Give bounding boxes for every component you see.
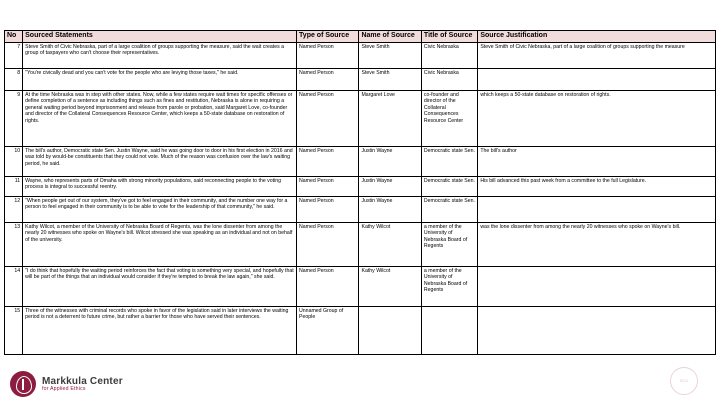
row-source-justification xyxy=(478,68,716,90)
row-title-of-source xyxy=(421,306,477,354)
row-number: 9 xyxy=(5,90,23,146)
table-row xyxy=(5,90,716,146)
row-title-of-source: Civic Nebraska xyxy=(421,42,477,68)
table-row xyxy=(5,42,716,68)
row-name-of-source: Steve Smith xyxy=(359,42,421,68)
table-body xyxy=(5,42,716,354)
row-source-justification: was the lone dissenter from among the nearly 20 witnesses who spoke on Wayne's bill. xyxy=(478,222,716,266)
logo-tagline: for Applied Ethics xyxy=(42,385,86,392)
row-name-of-source: Justin Wayne xyxy=(359,196,421,222)
row-statement: "When people get out of our system, they've got to feel engaged in their community, and the number one way for a person to feel engaged in their community is to be able to vote for the leadership of that community," he said. xyxy=(23,196,297,222)
row-source-justification xyxy=(478,196,716,222)
table-row xyxy=(5,146,716,176)
markkula-logo xyxy=(10,371,123,397)
row-name-of-source: Justin Wayne xyxy=(359,146,421,176)
row-title-of-source: Democratic state Sen. xyxy=(421,146,477,176)
row-title-of-source: Civic Nebraska xyxy=(421,68,477,90)
row-source-justification: which keeps a 50-state database on restoration of rights. xyxy=(478,90,716,146)
table-row xyxy=(5,176,716,196)
row-number: 8 xyxy=(5,68,23,90)
row-source-justification: Steve Smith of Civic Nebraska, part of a large coalition of groups supporting the measure xyxy=(478,42,716,68)
row-number: 7 xyxy=(5,42,23,68)
sourced-statements-table xyxy=(4,30,716,355)
row-statement: Kathy Wilcot, a member of the University of Nebraska Board of Regents, was the lone dissenter from among the nearly 20 witnesses who spoke on Wayne's bill. Wilcot stressed she was speaking as an individual and not on behalf of the university. xyxy=(23,222,297,266)
row-type-of-source: Named Person xyxy=(297,266,359,306)
row-title-of-source: Democratic state Sen. xyxy=(421,196,477,222)
row-name-of-source: Steve Smith xyxy=(359,68,421,90)
row-number: 15 xyxy=(5,306,23,354)
row-title-of-source: a member of the University of Nebraska Board of Regents xyxy=(421,222,477,266)
row-type-of-source: Named Person xyxy=(297,176,359,196)
table-header xyxy=(5,31,716,43)
row-number: 14 xyxy=(5,266,23,306)
table-row xyxy=(5,266,716,306)
row-number: 10 xyxy=(5,146,23,176)
logo-name: Markkula Center xyxy=(42,375,123,387)
row-type-of-source: Named Person xyxy=(297,146,359,176)
row-number: 11 xyxy=(5,176,23,196)
column-header-source-justification: Source Justification xyxy=(478,31,716,43)
column-header-title-of-source: Title of Source xyxy=(421,31,477,43)
table-header-row xyxy=(5,31,716,43)
table-row xyxy=(5,196,716,222)
row-statement: Three of the witnesses with criminal records who spoke in favor of the legislation said in later interviews the waiting period is not a deterrent to future crime, but rather a barrier for those who have served their sentences. xyxy=(23,306,297,354)
row-statement: Steve Smith of Civic Nebraska, part of a large coalition of groups supporting the measure, said the wait creates a group of taxpayers who can't choose their representatives. xyxy=(23,42,297,68)
row-name-of-source: Justin Wayne xyxy=(359,176,421,196)
row-source-justification xyxy=(478,306,716,354)
row-title-of-source: a member of the University of Nebraska Board of Regents xyxy=(421,266,477,306)
row-type-of-source: Unnamed Group of People xyxy=(297,306,359,354)
row-number: 13 xyxy=(5,222,23,266)
column-header-name-of-source: Name of Source xyxy=(359,31,421,43)
row-source-justification xyxy=(478,266,716,306)
markkula-flame-icon xyxy=(10,371,36,397)
column-header-no: No xyxy=(5,31,23,43)
row-type-of-source: Named Person xyxy=(297,222,359,266)
row-type-of-source: Named Person xyxy=(297,42,359,68)
row-title-of-source: co-founder and director of the Collateral Consequences Resource Center xyxy=(421,90,477,146)
table-row xyxy=(5,222,716,266)
row-source-justification: The bill's author xyxy=(478,146,716,176)
row-statement: At the time Nebraska was in step with other states. Now, while a few states require wait times for specific offenses or define completion of a sentence as including things such as fines and restitution, Nebraska is alone in requiring a general waiting period beyond imprisonment and release from parole or probation, said Margaret Love, co-founder and director of the Collateral Consequences Resource Center, which keeps a 50-state database on restoration of rights. xyxy=(23,90,297,146)
row-statement: The bill's author, Democratic state Sen. Justin Wayne, said he was going door to door in his first election in 2016 and was told by would-be constituents that they could not vote. Much of the reason was confusion over the law's waiting period, he said. xyxy=(23,146,297,176)
row-statement: "You're civically dead and you can't vote for the people who are levying those taxes," he said. xyxy=(23,68,297,90)
logo-text xyxy=(42,376,123,393)
row-name-of-source: Kathy Wilcot xyxy=(359,222,421,266)
row-source-justification: His bill advanced this past week from a committee to the full Legislature. xyxy=(478,176,716,196)
table-row xyxy=(5,68,716,90)
row-type-of-source: Named Person xyxy=(297,90,359,146)
column-header-sourced-statements: Sourced Statements xyxy=(23,31,297,43)
row-statement: "I do think that hopefully the waiting period reinforces the fact that voting is something very special, and hopefully that will be part of the things that an individual would consider if they're tempted to break the law again," she said. xyxy=(23,266,297,306)
row-statement: Wayne, who represents parts of Omaha with strong minority populations, said reconnecting people to the voting process is integral to successful reentry. xyxy=(23,176,297,196)
row-name-of-source xyxy=(359,306,421,354)
row-title-of-source: Democratic state Sen. xyxy=(421,176,477,196)
university-seal-icon: SCU xyxy=(670,367,698,395)
table-row xyxy=(5,306,716,354)
column-header-type-of-source: Type of Source xyxy=(297,31,359,43)
row-type-of-source: Named Person xyxy=(297,196,359,222)
row-name-of-source: Kathy Wilcot xyxy=(359,266,421,306)
row-type-of-source: Named Person xyxy=(297,68,359,90)
row-name-of-source: Margaret Love xyxy=(359,90,421,146)
row-number: 12 xyxy=(5,196,23,222)
